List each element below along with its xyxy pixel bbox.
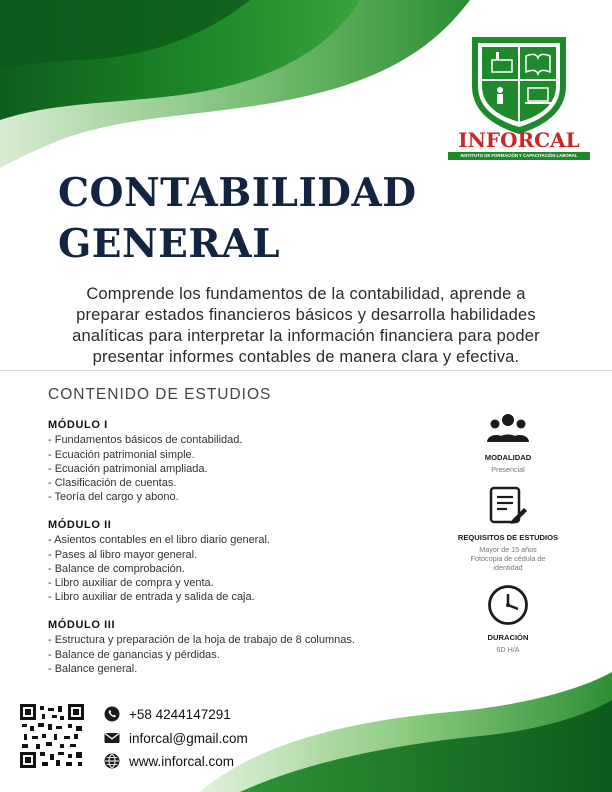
module-item: - Libro auxiliar de entrada y salida de caja. — [48, 591, 255, 604]
globe-icon — [104, 753, 120, 769]
divider — [0, 370, 612, 371]
mail-icon — [104, 730, 120, 746]
description-line: preparar estados financieros básicos y desarrolla habilidades — [76, 306, 536, 324]
group-icon — [487, 412, 529, 446]
module-item: - Libro auxiliar de compra y venta. — [48, 577, 214, 590]
web-text[interactable]: www.inforcal.com — [129, 753, 235, 769]
module-item: - Ecuación patrimonial simple. — [48, 448, 195, 461]
module-item: - Balance de comprobación. — [48, 562, 185, 575]
modality-label: MODALIDAD — [484, 453, 532, 462]
module-item: - Asientos contables en el libro diario general. — [48, 534, 270, 547]
module-title: MÓDULO III — [48, 619, 116, 631]
page-title — [58, 168, 417, 270]
title-line-2: GENERAL — [58, 221, 280, 267]
module-title: MÓDULO I — [48, 419, 108, 431]
logo-tagline: INSTITUTO DE FORMACIÓN Y CAPACITACIÓN LABORAL — [448, 152, 590, 160]
duration-value: 6D H/A — [496, 645, 520, 654]
description-line: Comprende los fundamentos de la contabilidad, aprende a — [86, 285, 526, 303]
requirement-line: identidad — [493, 563, 523, 572]
contact-phone[interactable] — [104, 706, 231, 722]
module-item: - Estructura y preparación de la hoja de trabajo de 8 columnas. — [48, 634, 355, 647]
shield-icon — [448, 34, 590, 134]
email-text[interactable]: inforcal@gmail.com — [129, 730, 248, 746]
description-line: presentar informes contables de manera clara y efectiva. — [92, 348, 520, 366]
phone-text[interactable]: +58 4244147291 — [129, 706, 231, 722]
module-2 — [48, 518, 448, 605]
modality-info — [442, 412, 574, 474]
contact-email[interactable] — [104, 730, 248, 746]
requirement-line: Mayor de 15 años — [479, 545, 537, 554]
duration-info — [442, 584, 574, 654]
requirements-info — [442, 486, 574, 572]
course-description — [34, 284, 578, 368]
modality-value: Presencial — [491, 465, 525, 474]
requirements-label: REQUISITOS DE ESTUDIOS — [457, 533, 559, 542]
whatsapp-icon — [104, 706, 120, 722]
module-1 — [48, 418, 448, 505]
module-item: - Balance general. — [48, 662, 138, 675]
qr-code[interactable] — [20, 704, 84, 768]
description-line: analíticas para interpretar la información financiera para poder — [72, 327, 540, 345]
module-item: - Clasificación de cuentas. — [48, 477, 177, 490]
module-item: - Teoría del cargo y abono. — [48, 491, 179, 504]
duration-label: DURACIÓN — [487, 633, 529, 642]
title-line-1: CONTABILIDAD — [58, 170, 417, 216]
content-heading: CONTENIDO DE ESTUDIOS — [48, 386, 272, 403]
document-icon — [488, 486, 528, 526]
requirement-line: Fotocopia de cédula de — [470, 554, 546, 563]
inforcal-logo — [448, 34, 590, 162]
module-item: - Balance de ganancias y pérdidas. — [48, 648, 220, 661]
module-item: - Ecuación patrimonial ampliada. — [48, 462, 208, 475]
module-item: - Pases al libro mayor general. — [48, 548, 198, 561]
module-item: - Fundamentos básicos de contabilidad. — [48, 434, 243, 447]
module-title: MÓDULO II — [48, 519, 112, 531]
module-3 — [48, 618, 448, 676]
contact-web[interactable] — [104, 753, 234, 769]
clock-icon — [487, 584, 529, 626]
logo-name: INFORCAL — [458, 128, 580, 152]
requirements-values — [442, 545, 574, 572]
